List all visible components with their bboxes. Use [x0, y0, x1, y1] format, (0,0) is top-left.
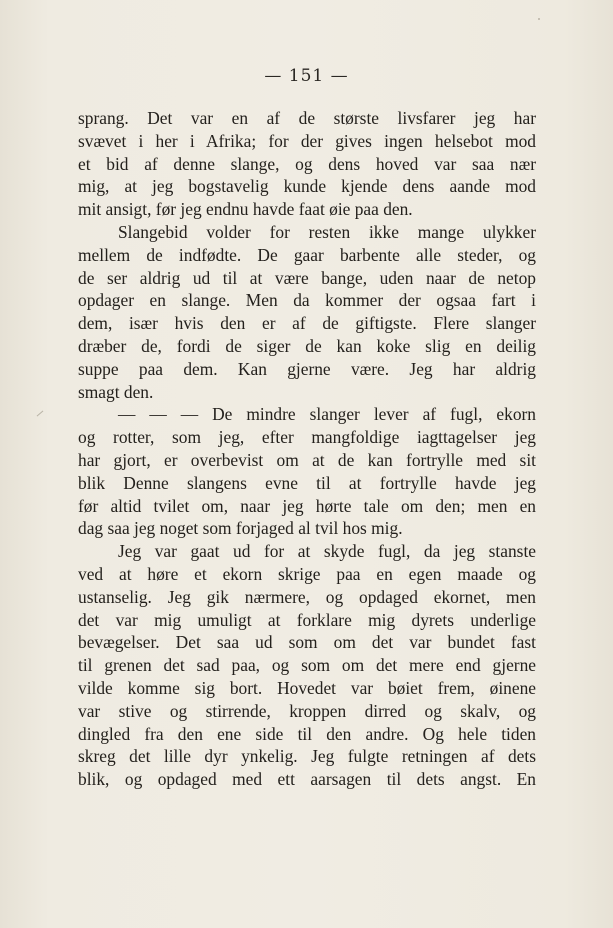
text-line: dingled fra den ene side til den andre. Og hele tiden [78, 723, 536, 744]
text-line: svævet i her i Afrika; for der gives ingen helsebot mod [78, 130, 536, 151]
text-line: mig, at jeg bogstavelig kunde kjende dens aande mod [78, 176, 536, 197]
text-line: de ser aldrig ud til at være bange, uden naar de netop [78, 267, 536, 288]
text-line: til grenen det sad paa, og som om det mere end gjerne [78, 655, 536, 676]
text-line: — — — De mindre slanger lever af fugl, ekorn [118, 404, 536, 425]
text-line: skreg det lille dyr ynkelig. Jeg fulgte retningen af dets [78, 746, 536, 767]
text-line: mellem de indfødte. De gaar barbente alle steder, og [78, 244, 536, 265]
text-line: et bid af denne slange, og dens hoved var saa nær [78, 153, 536, 174]
text-line: suppe paa dem. Kan gjerne være. Jeg har aldrig [78, 358, 536, 379]
body-text [78, 107, 536, 791]
page-speck [538, 18, 540, 20]
text-line: blik Denne slangens evne til at fortrylle havde jeg [78, 472, 536, 493]
margin-pencil-mark [37, 411, 44, 417]
text-line: ustanselig. Jeg gik nærmere, og opdaged ekornet, men [78, 586, 536, 607]
text-line: Slangebid volder for resten ikke mange ulykker [118, 221, 536, 242]
text-line: bevægelser. Det saa ud som om det var bundet fast [78, 632, 536, 653]
text-line: var stive og stirrende, kroppen dirred og skalv, og [78, 700, 536, 721]
text-line: før altid tvilet om, naar jeg hørte tale om den; men en [78, 495, 536, 516]
text-line: blik, og opdaged med ett aarsagen til dets angst. En [78, 769, 536, 790]
text-line: vilde komme sig bort. Hovedet var bøiet frem, øinene [78, 677, 536, 698]
text-line: sprang. Det var en af de største livsfarer jeg har [78, 108, 536, 128]
text-line: dræber de, fordi de siger de kan koke slig en deilig [78, 335, 536, 356]
text-line: og rotter, som jeg, efter mangfoldige iagttagelser jeg [78, 427, 536, 448]
text-line: smagt den. [78, 381, 154, 402]
text-line: ved at høre et ekorn skrige paa en egen maade og [78, 563, 536, 584]
text-line: har gjort, er overbevist om at de kan fortrylle med sit [78, 449, 536, 470]
text-line: Jeg var gaat ud for at skyde fugl, da jeg stanste [118, 541, 536, 562]
text-line: det var mig umuligt at forklare mig dyrets underlige [78, 609, 536, 630]
text-line: opdager en slange. Men da kommer der ogsaa fart i [78, 290, 536, 311]
text-line: dag saa jeg noget som forjaged al tvil hos mig. [78, 518, 403, 539]
page-number: — 151 — [264, 66, 349, 86]
text-line: dem, især hvis den er af de giftigste. Flere slanger [78, 313, 536, 334]
text-line: mit ansigt, før jeg endnu havde faat øie paa den. [78, 199, 413, 220]
